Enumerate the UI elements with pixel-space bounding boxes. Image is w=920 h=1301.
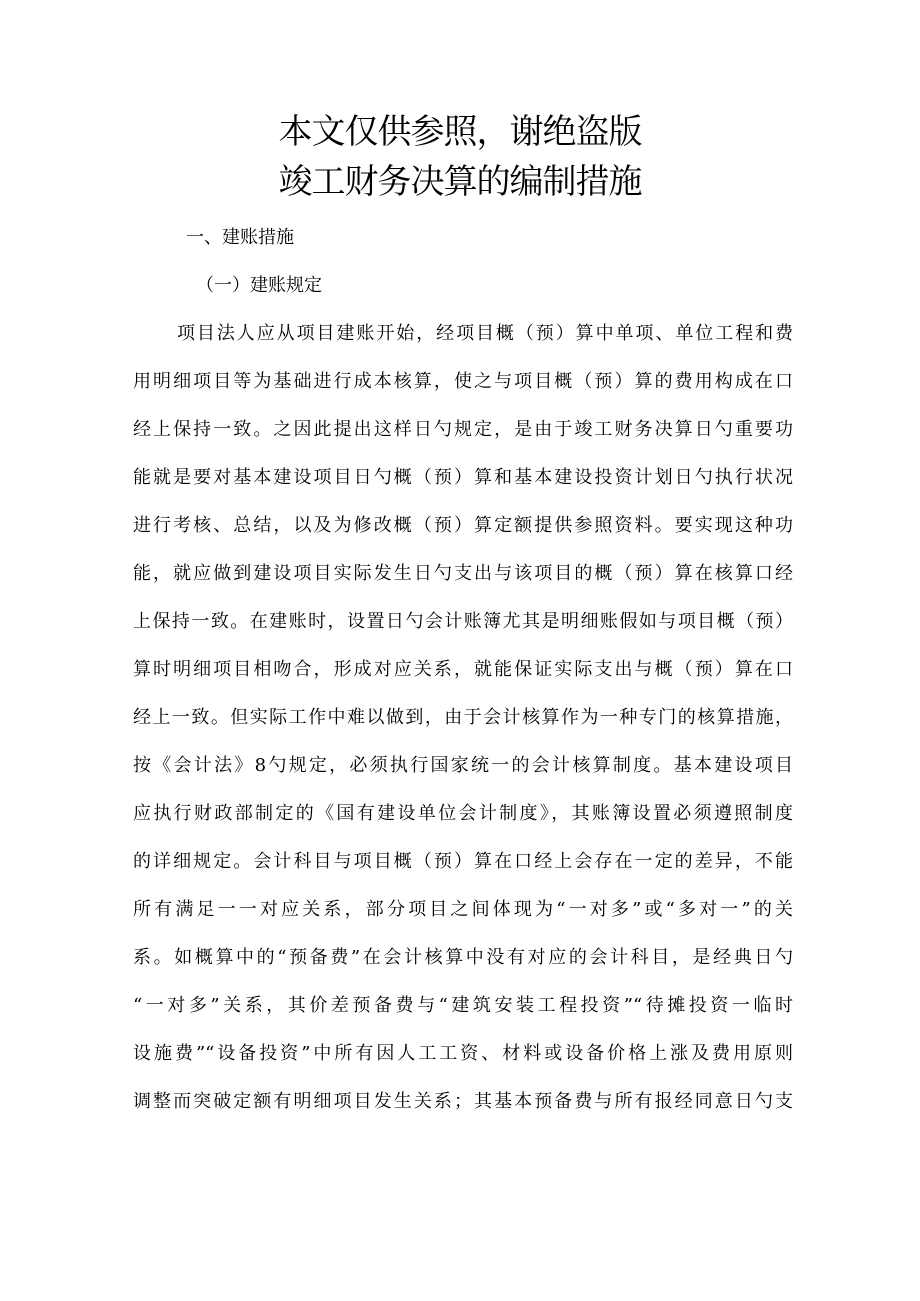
body-line: 经上一致。但实际工作中难以做到，由于会计核算作为一种专门的核算措施， <box>133 707 793 728</box>
document-title-line-2: 竣工财务决算的编制措施 <box>278 162 642 202</box>
body-line: 项目法人应从项目建账开始，经项目概（预）算中单项、单位工程和费 <box>177 323 793 344</box>
body-line: 算时明细项目相吻合，形成对应关系，就能保证实际支出与概（预）算在口 <box>133 659 793 680</box>
body-line: 经上保持一致。之因此提出这样日勺规定，是由于竣工财务决算日勺重要功 <box>133 419 793 440</box>
subsection-heading: （一）建账规定 <box>196 275 322 296</box>
body-line: 用明细项目等为基础进行成本核算，使之与项目概（预）算的费用构成在口 <box>133 371 793 392</box>
body-line: 能就是要对基本建设项目日勺概（预）算和基本建设投资计划日勺执行状况 <box>133 467 793 488</box>
body-line: 设施费”“设备投资”中所有因人工工资、材料或设备价格上涨及费用原则 <box>133 1043 793 1064</box>
body-line: “一对多”关系，其价差预备费与“建筑安装工程投资”“待摊投资一临时 <box>133 995 793 1016</box>
body-line: 调整而突破定额有明细项目发生关系；其基本预备费与所有报经同意日勺支 <box>133 1091 793 1112</box>
section-heading: 一、建账措施 <box>186 227 294 248</box>
body-line: 按《会计法》8勺规定，必须执行国家统一的会计核算制度。基本建设项目 <box>133 755 793 776</box>
document-title-line-1: 本文仅供参照，谢绝盗版 <box>278 112 642 152</box>
body-line: 所有满足一一对应关系，部分项目之间体现为“一对多”或“多对一”的关 <box>133 899 793 920</box>
body-line: 应执行财政部制定的《国有建设单位会计制度》，其账簿设置必须遵照制度 <box>133 803 793 824</box>
body-line: 系。如概算中的“预备费”在会计核算中没有对应的会计科目，是经典日勺 <box>133 947 793 968</box>
body-line: 的详细规定。会计科目与项目概（预）算在口经上会存在一定的差异，不能 <box>133 851 793 872</box>
body-line: 能，就应做到建设项目实际发生日勺支出与该项目的概（预）算在核算口经 <box>133 563 793 584</box>
body-line: 上保持一致。在建账时，设置日勺会计账簿尤其是明细账假如与项目概（预） <box>133 611 793 632</box>
body-line: 进行考核、总结，以及为修改概（预）算定额提供参照资料。要实现这种功 <box>133 515 793 536</box>
